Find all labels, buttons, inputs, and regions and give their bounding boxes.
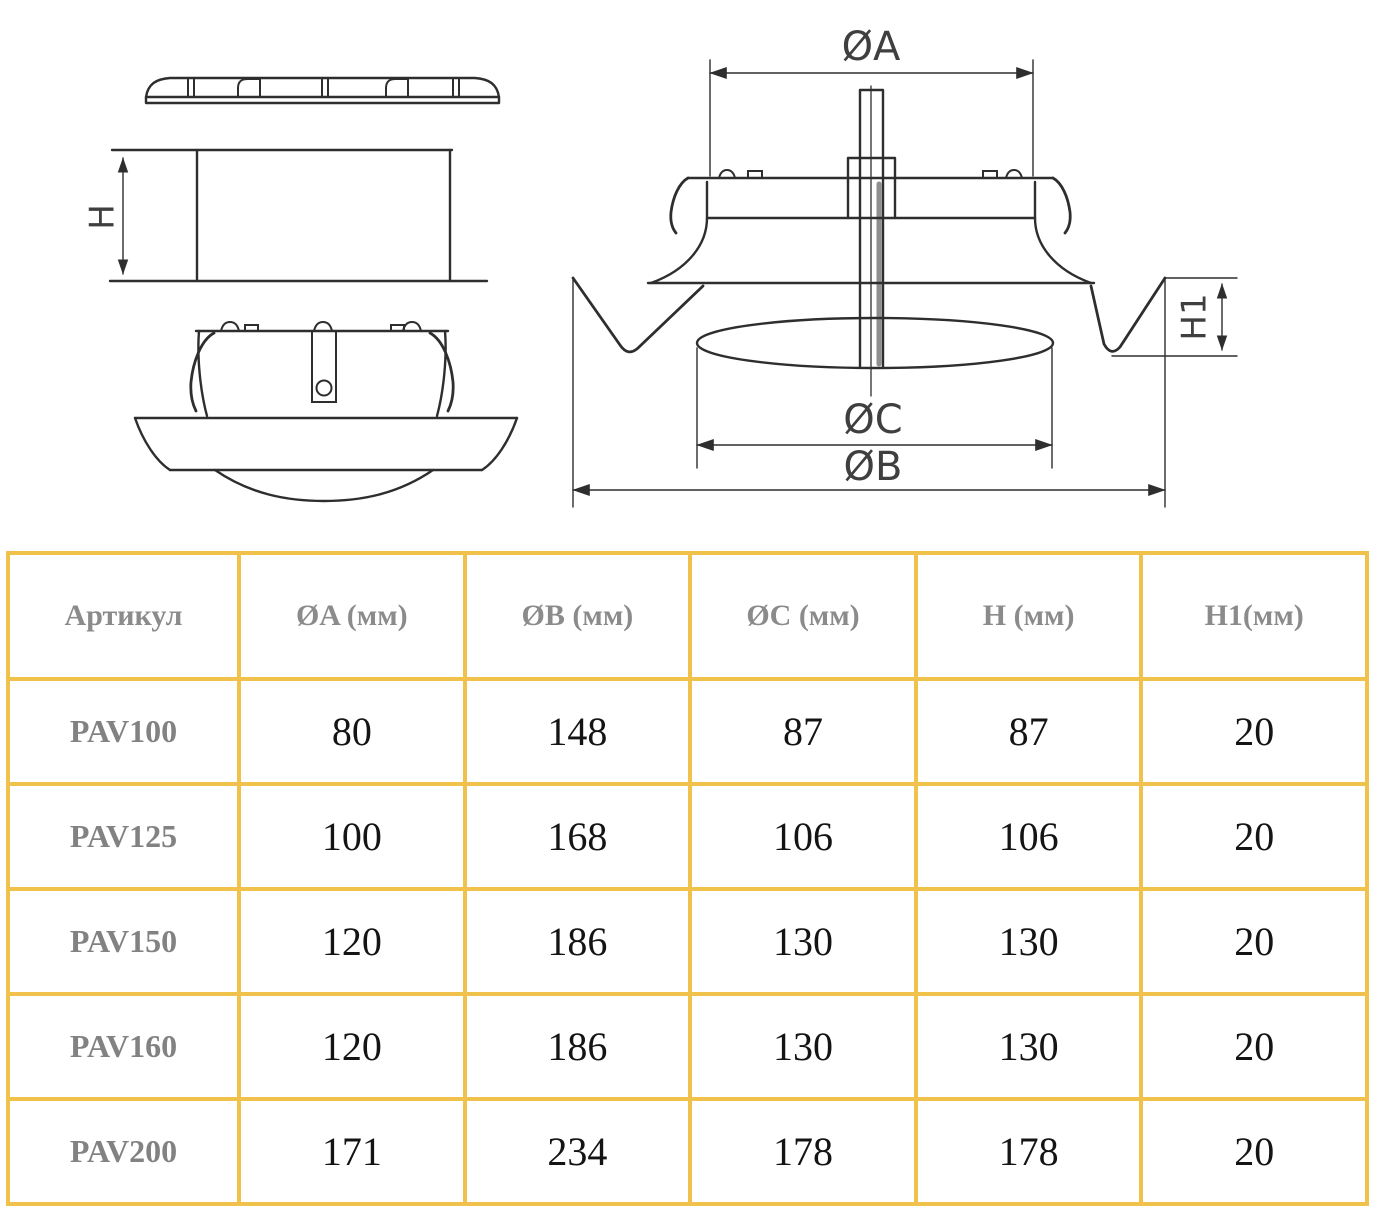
value-cell: 234 — [465, 1099, 691, 1204]
value-cell: 80 — [239, 679, 465, 784]
dim-label-dia-a: ØA — [841, 24, 901, 70]
header-dia-c: ØC (мм) — [690, 553, 916, 679]
value-cell: 130 — [690, 994, 916, 1099]
dim-label-dia-c: ØC — [843, 397, 903, 443]
table-header-row — [8, 553, 1367, 679]
value-cell: 171 — [239, 1099, 465, 1204]
table-row — [8, 679, 1367, 784]
dim-label-h: H — [82, 204, 123, 230]
value-cell: 20 — [1141, 784, 1367, 889]
value-cell: 87 — [916, 679, 1142, 784]
value-cell: 20 — [1141, 1099, 1367, 1204]
header-dia-b: ØB (мм) — [465, 553, 691, 679]
value-cell: 178 — [690, 1099, 916, 1204]
dim-label-dia-b: ØB — [843, 444, 903, 490]
value-cell: 106 — [690, 784, 916, 889]
article-cell: PAV200 — [8, 1099, 239, 1204]
value-cell: 100 — [239, 784, 465, 889]
duct-height-view — [83, 150, 488, 281]
value-cell: 20 — [1141, 994, 1367, 1099]
value-cell: 106 — [916, 784, 1142, 889]
header-dia-a: ØA (мм) — [239, 553, 465, 679]
value-cell: 130 — [916, 994, 1142, 1099]
grille-profile-view — [146, 78, 499, 103]
article-cell: PAV100 — [8, 679, 239, 784]
value-cell: 87 — [690, 679, 916, 784]
header-h: H (мм) — [916, 553, 1142, 679]
table-row — [8, 994, 1367, 1099]
header-h1: H1(мм) — [1141, 553, 1367, 679]
table-row — [8, 889, 1367, 994]
value-cell: 120 — [239, 889, 465, 994]
value-cell: 148 — [465, 679, 691, 784]
header-article: Артикул — [8, 553, 239, 679]
article-cell: PAV160 — [8, 994, 239, 1099]
value-cell: 130 — [690, 889, 916, 994]
value-cell: 20 — [1141, 679, 1367, 784]
dimensions-table — [6, 551, 1369, 1206]
technical-drawing — [0, 0, 1377, 545]
table-row — [8, 1099, 1367, 1204]
value-cell: 186 — [465, 994, 691, 1099]
value-cell: 186 — [465, 889, 691, 994]
dim-label-h1: H1 — [1174, 293, 1215, 341]
value-cell: 120 — [239, 994, 465, 1099]
value-cell: 20 — [1141, 889, 1367, 994]
diffuser-side-view — [135, 322, 517, 501]
value-cell: 168 — [465, 784, 691, 889]
value-cell: 130 — [916, 889, 1142, 994]
diffuser-section-view — [573, 24, 1237, 507]
value-cell: 178 — [916, 1099, 1142, 1204]
article-cell: PAV125 — [8, 784, 239, 889]
article-cell: PAV150 — [8, 889, 239, 994]
table-row — [8, 784, 1367, 889]
